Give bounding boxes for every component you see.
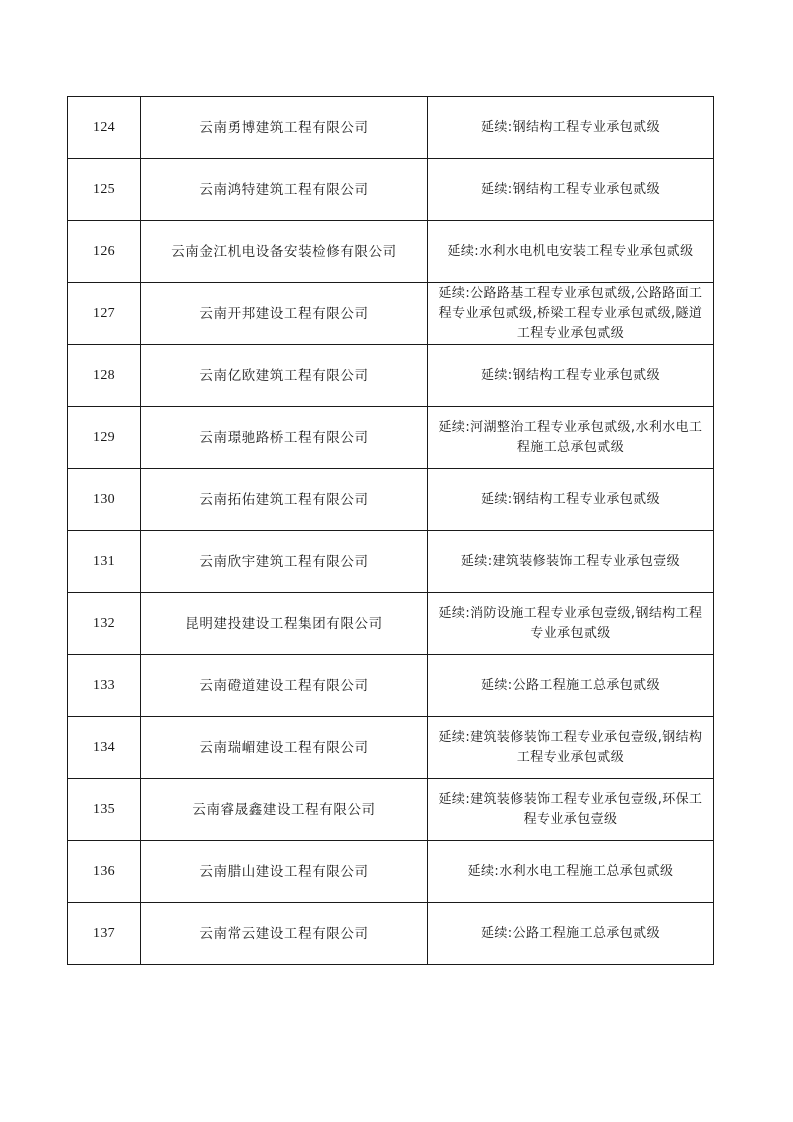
company-name: 云南鸿特建筑工程有限公司 (141, 159, 428, 221)
table-row (68, 345, 714, 407)
company-name: 云南亿欧建筑工程有限公司 (141, 345, 428, 407)
company-name: 云南常云建设工程有限公司 (141, 903, 428, 965)
table-row (68, 283, 714, 345)
table-row (68, 779, 714, 841)
qualification-text: 延续:建筑装修装饰工程专业承包壹级,钢结构工程专业承包贰级 (428, 717, 714, 779)
company-name: 云南欣宇建筑工程有限公司 (141, 531, 428, 593)
table-row (68, 655, 714, 717)
qualification-text: 延续:消防设施工程专业承包壹级,钢结构工程专业承包贰级 (428, 593, 714, 655)
table-row (68, 841, 714, 903)
row-number: 132 (68, 593, 141, 655)
company-name: 昆明建投建设工程集团有限公司 (141, 593, 428, 655)
row-number: 127 (68, 283, 141, 345)
company-name: 云南瑞嵋建设工程有限公司 (141, 717, 428, 779)
qualification-text: 延续:钢结构工程专业承包贰级 (428, 469, 714, 531)
table-row (68, 903, 714, 965)
company-name: 云南睿晟鑫建设工程有限公司 (141, 779, 428, 841)
table-row (68, 407, 714, 469)
table-row (68, 221, 714, 283)
qualification-text: 延续:钢结构工程专业承包贰级 (428, 97, 714, 159)
row-number: 129 (68, 407, 141, 469)
qualification-text: 延续:建筑装修装饰工程专业承包壹级,环保工程专业承包壹级 (428, 779, 714, 841)
qualification-text: 延续:河湖整治工程专业承包贰级,水利水电工程施工总承包贰级 (428, 407, 714, 469)
table-row (68, 469, 714, 531)
qualification-text: 延续:公路工程施工总承包贰级 (428, 655, 714, 717)
qualification-text: 延续:钢结构工程专业承包贰级 (428, 345, 714, 407)
row-number: 135 (68, 779, 141, 841)
company-name: 云南磴道建设工程有限公司 (141, 655, 428, 717)
company-name: 云南拓佑建筑工程有限公司 (141, 469, 428, 531)
qualification-text: 延续:建筑装修装饰工程专业承包壹级 (428, 531, 714, 593)
company-name: 云南开邦建设工程有限公司 (141, 283, 428, 345)
qualification-text: 延续:公路工程施工总承包贰级 (428, 903, 714, 965)
row-number: 126 (68, 221, 141, 283)
row-number: 136 (68, 841, 141, 903)
row-number: 124 (68, 97, 141, 159)
row-number: 128 (68, 345, 141, 407)
qualification-text: 延续:公路路基工程专业承包贰级,公路路面工程专业承包贰级,桥梁工程专业承包贰级,隧道工程专业承包贰级 (428, 283, 714, 345)
qualification-table (67, 96, 714, 965)
row-number: 130 (68, 469, 141, 531)
table-row (68, 159, 714, 221)
row-number: 131 (68, 531, 141, 593)
table-row (68, 717, 714, 779)
company-name: 云南腊山建设工程有限公司 (141, 841, 428, 903)
table-row (68, 97, 714, 159)
row-number: 125 (68, 159, 141, 221)
row-number: 137 (68, 903, 141, 965)
qualification-text: 延续:钢结构工程专业承包贰级 (428, 159, 714, 221)
table-row (68, 593, 714, 655)
row-number: 134 (68, 717, 141, 779)
company-name: 云南璟驰路桥工程有限公司 (141, 407, 428, 469)
qualification-text: 延续:水利水电机电安装工程专业承包贰级 (428, 221, 714, 283)
table-row (68, 531, 714, 593)
company-name: 云南金江机电设备安装检修有限公司 (141, 221, 428, 283)
qualification-text: 延续:水利水电工程施工总承包贰级 (428, 841, 714, 903)
row-number: 133 (68, 655, 141, 717)
company-name: 云南勇博建筑工程有限公司 (141, 97, 428, 159)
